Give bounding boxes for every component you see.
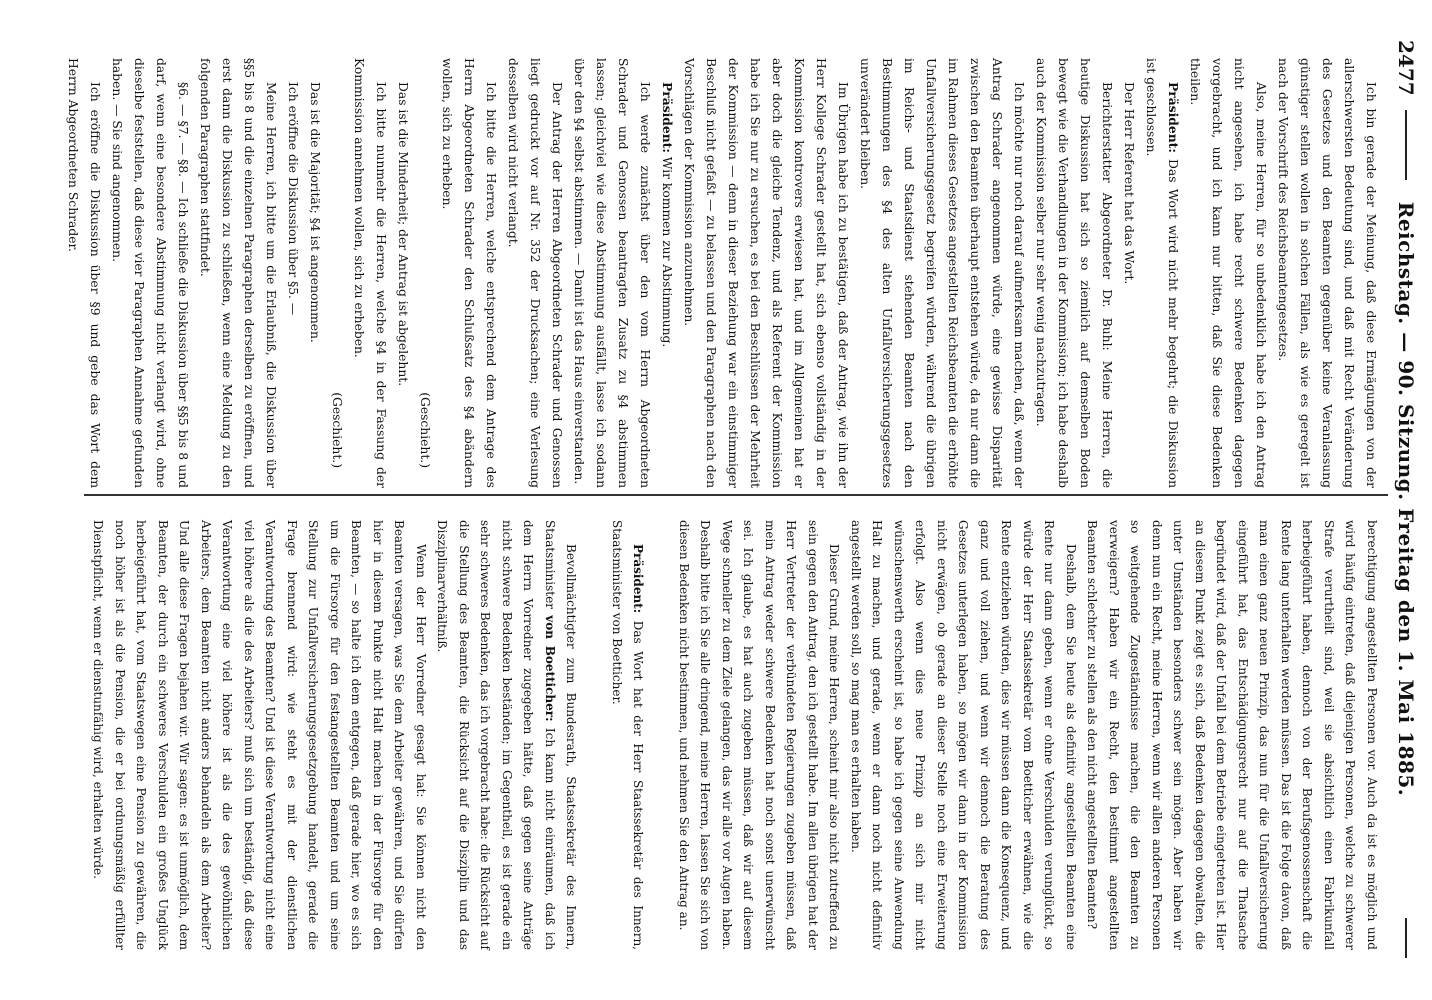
paragraph	[606, 520, 649, 950]
paragraph: Deshalb, dem Sie heute als definitiv angestellten Beamten eine Rente nur dann geben, wenn er ohne Verschulden verunglückt, so würde der Herr Staatssekretär vom Boetticher erwähnen, wie die Rente entziehen würden, dies wir müssen dann die Konsequenz, und ganz und voll ziehen, und wenn wir dennoch die Beratung des Gesetzes unterlegen haben, so mögen wir dann in der Kommission nicht erwägen, ob gerade an dieser Stelle noch eine Erweiterung erfolgt. Also wenn dies neue Prinzip an sich mir nicht wünschenswerth erscheint ist, so habe ich gegen seine Anwendung Halt zu machen, und gerade, wenn er dann noch nicht definitiv angestellt werden soll, so mag man es erhalten haben.	[849, 520, 1078, 950]
paragraph: Wenn der Herr Vorredner gesagt hat: Sie können nicht den Beamten versagen, was Sie dem Arbeiter gewähren, und Sie dürfen hier in diesem Punkte nicht Halt machen in der Fürsorge für den Beamten, — so halte ich dem entgegen, daß gerade hier, wo es sich um die Fürsorge für den festangestellten Beamten und um seine Stellung zur Unfallversicherungsgesetzgebung handelt, gerade die Frage brennend wird: wie steht es mit der dienstlichen Verantwortung des Beamten? Und ist diese Verantwortung nicht eine viel höhere als die des Arbeiters? muß sich um beständig, daß diese Verantwortung eine viel höhere ist als die des gewöhnlichen Arbeiters, dem Beamten nicht anders behandeln als dem Arbeiter? Und alle diese Fragen bejahen wir. Wir sagen: es ist unmöglich, dem Beamten, der durch ein schweres Verschulden ein großes Unglück herbeigeführt hat, vom Staatswegen eine Pension zu gewähren, die noch höher ist als die Pension, die er bei ordnungsmäßig erfüllter Dienstpflicht, wenn er dienstunfähig wird, erhalten würde.	[91, 520, 428, 950]
speech-text: Wir kommen zur Abstimmung.	[660, 152, 674, 348]
left-column	[62, 58, 1382, 488]
paragraph	[1140, 58, 1184, 488]
stage-direction: (Geschieht.)	[418, 392, 432, 468]
paragraph: Berichterstatter Abgeordneter Dr. Buhl: Meine Herren, die heutige Diskussion hat sich so ziemlich auf demselben Boden bewegt wie die Verhandlungen in der Kommission; ich habe deshalb auch der Kommission selber nur sehr wenig nachzutragen.	[1034, 58, 1114, 488]
right-column	[87, 520, 1382, 950]
stage-direction: (Geschieht.)	[330, 392, 344, 468]
paragraph: Der Herr Referent hat das Wort.	[1122, 82, 1136, 285]
paragraph: Meine Herren, ich bitte um die Erlaubniß, die Diskussion über §§5 bis 8 und die einzelnen Paragraphen derselben zu eröffnen, und erst dann die Diskussion zu schließen, wenn eine Meldung zu den folgenden Paragraphen stattfindet.	[198, 58, 278, 488]
spacer	[582, 520, 606, 950]
paragraph: Das ist die Majorität; §4 ist angenommen.	[308, 82, 322, 343]
speaker-label: Präsident:	[660, 82, 675, 153]
speaker-label: Präsident:	[1166, 82, 1181, 153]
paragraph: berechtigung angestellten Personen vor. Auch da ist es möglich und wird häufig eintreten, daß diejenigen Personen, welche zu schwerer Strafe verurtheilt sind, weil sie absichtlich einen Fabrikunfall herbeigeführt haben, dennoch von der Berufsgenossenschaft die Rente lang unterhalten werden müssen. Das ist die Folge davon, daß man einen ganz neuen Prinzip, das nun für die Unfallversicherung eingeführt hat, das Entschädigungsrecht nur auf die Thatsache begründet wird, daß der Unfall bei dem Betriebe eingetreten ist. Hier an diesem Punkt zeigt es sich, daß Bedenken dagegen obwalten, die unter Umständen besonders schwer sein mögen. Aber haben wir denn nun ein Recht, meine Herren, wenn wir allen anderen Personen so weitgehende Zugeständnisse machen, die den Beamten zu verweigern? Haben wir ein Recht, den bestimmt angestellten Beamten schlechter zu stellen als den nicht angestellten Beamten?	[1085, 520, 1379, 950]
speaker-label: von Boetticher:	[543, 615, 557, 722]
paragraph	[431, 520, 582, 950]
speech-text: Das Wort wird nicht mehr begehrt; die Diskussion ist geschlossen.	[1144, 58, 1180, 488]
paragraph: Ich bin gerade der Meinung, daß diese Ermägungen von der allerschwersten Bedeutung sind, und daß mit Recht Veränderung des Gesetzes und den Beamten gegenüber keine Veranlassung günstiger stellen wollen in solchen Fällen, als wie es geregelt ist nach der Vorschrift des Reichsbeamtengesetzes.	[1276, 58, 1378, 488]
paragraph: Das ist die Minderheit; der Antrag ist abgelehnt.	[396, 82, 410, 387]
page-title: Reichstag. — 90. Sitzung. Freitag den 1. Mai 1885.	[1394, 201, 1418, 797]
paragraph: Ich bitte die Herren, welche entsprechend dem Antrage des Herrn Abgeordneten Schrader den Schlußsatz des §4 abändern wollen, sich zu erheben.	[440, 58, 498, 488]
spacer	[649, 520, 673, 950]
column-divider	[84, 494, 1388, 496]
paragraph: Im Übrigen habe ich zu bestätigen, daß der Antrag, wie ihn der Herr Kollege Schrader gestellt hat, sich ebenso vollständig in der Kommission kontrovers erwiesen hat, und im Allgemeinen hat er aber doch die gleiche Tendenz, und als Referent der Kommission habe ich Sie nur zu ersuchen, es bei den Beschlüssen der Mehrheit der Kommission — denn in dieser Beziehung war ein einstimmiger Beschluß nicht gefaßt — zu belassen und den Paragraphen nach den Vorschlägen der Kommission anzunehmen.	[682, 58, 850, 488]
paragraph: Der Antrag der Herren Abgeordneten Schrader und Genossen liegt gedruckt vor auf Nr. 352 der Drucksachen; eine Verlesung desselben wird nicht verlangt.	[506, 58, 564, 488]
speech-text: Ich kann nicht einräumen, daß ich dem Herrn Vorredner zugegeben hätte, daß gegen seine Anträge nicht schwere Bedenken beständen; im Gegentheil, es ist gerade ein sehr schweres Bedenken, das ich vorgebracht habe: die Rücksicht auf die Stellung des Beamten, die Rücksicht auf die Disziplin und das Disziplinarverhältniß.	[435, 520, 557, 950]
page-number: 2477	[1394, 40, 1418, 96]
paragraph: Dieser Grund, meine Herren, scheint mir also nicht zutreffend zu sein gegen den Antrag, den ich gestellt habe. Im allen übrigen hat der Herr Vertreter der verbündeten Regierungen zugeben müssen, daß mein Antrag weder schwere Bedenken hat noch sonst unerwünscht sei. Ich glaube, es hat auch zugeben müssen, daß wir auf diesem Wege schneller zu dem Ziele gelangen, das wir alle vor Augen haben. Deshalb bitte ich Sie alle dringend, meine Herren, lassen Sie sich von diesen Bedenken nicht bestimmen, und nehmen Sie den Antrag an.	[677, 520, 842, 950]
paragraph: Ich werde zunächst über den vom Herrn Abgeordneten Schrader und Genossen beantragten Zusatz zu §4 abstimmen lassen; gleichviel wie diese Abstimmung ausfällt, lasse ich sodann über den §4 selbst abstimmen. — Damit ist das Haus einverstanden.	[572, 58, 652, 488]
page-header	[1388, 40, 1418, 958]
speech-text: Das Wort hat der Herr Staatssekretär des Innern, Staatsminister von Boetticher.	[610, 520, 646, 950]
paragraph: §6. — §7. — §8. — Ich schließe die Diskussion über §§5 bis 8 und darf, wenn eine besondere Abstimmung nicht verlangt wird, ohne dieselbe feststellen, daß diese vier Paragraphen Annahme gefunden haben. — Sie sind angenommen.	[110, 58, 190, 488]
header-rule-right	[1405, 918, 1407, 958]
paragraph: Also, meine Herren, für so unbedenklich habe ich den Antrag nicht angesehen, ich habe recht schwere Bedenken dagegen vorgebracht, und ich kann nur bitten, daß Sie diese Bedenken theilen.	[1188, 58, 1268, 488]
speaker-title: Bevollmächtigter zum Bundesrath, Staatssekretär des Innern, Staatsminister	[543, 520, 579, 950]
paragraph: Ich eröffne die Diskussion über §9 und gebe das Wort dem Herrn Abgeordneten Schrader.	[66, 58, 102, 488]
paragraph: Ich möchte nur noch darauf aufmerksam machen, daß, wenn der Antrag Schrader angenommen würde, eine gewisse Disparität zwischen den Beamten überhaupt entstehen würde, da nur dann die im Rahmen dieses Gesetzes angestellten Reichsbeamten die erhöhte Unfallversicherungsgesetz begreifen würden, während die übrigen im Reichs- und Staatsdienst stehenden Beamten nach den Bestimmungen des §4 des alten Unfallversicherungsgesetzes unverändert bleiben.	[858, 58, 1026, 488]
speaker-label: Präsident:	[631, 544, 646, 614]
paragraph: Ich bitte nunmehr die Herren, welche §4 in der Fassung der Kommission annehmen wollen, sich zu erheben.	[352, 58, 388, 488]
paragraph: Ich eröffne die Diskussion über §5. —	[286, 82, 300, 316]
paragraph	[656, 58, 678, 488]
